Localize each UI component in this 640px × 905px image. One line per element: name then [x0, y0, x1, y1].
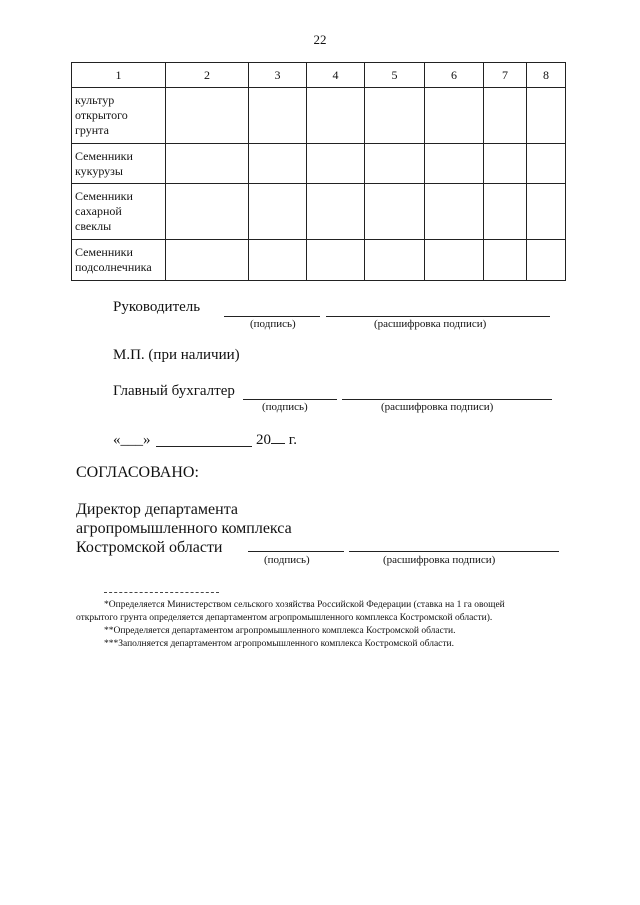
row-label-line: Семенники: [75, 245, 133, 259]
row-label-line: грунта: [75, 123, 109, 137]
date-month-line[interactable]: [156, 446, 252, 447]
rasshifrovka-caption: (расшифровка подписи): [381, 401, 494, 413]
row-label: [72, 240, 166, 281]
footnote-separator: [104, 592, 219, 593]
director-signature-line[interactable]: [248, 551, 344, 552]
podpis-caption: (подпись): [250, 318, 296, 330]
accountant-signature-line[interactable]: [243, 399, 337, 400]
row-label-line: сахарной: [75, 204, 122, 218]
page-number: 22: [313, 32, 327, 47]
row-label-line: Семенники: [75, 189, 133, 203]
table-cell: [365, 144, 425, 184]
approval-line: Директор департамента: [76, 501, 238, 518]
header-cell: 5: [365, 63, 425, 88]
header-cell: 1: [72, 63, 166, 88]
table-cell: [425, 184, 484, 240]
table-cell: [484, 184, 527, 240]
table-row: [72, 88, 566, 144]
table-cell: [527, 184, 566, 240]
table-cell: [307, 240, 365, 281]
header-cell: 6: [425, 63, 484, 88]
table-cell: [166, 184, 249, 240]
table-header-row: [72, 63, 566, 88]
date-quote-close: »: [143, 432, 151, 448]
head-signature-label: Руководитель: [113, 299, 201, 315]
table-cell: [425, 88, 484, 144]
row-label-line: кукурузы: [75, 163, 123, 178]
table-cell: [166, 144, 249, 184]
year-prefix: 20: [256, 432, 271, 448]
approval-title: СОГЛАСОВАНО:: [76, 464, 199, 481]
row-label-line: Семенники: [75, 148, 133, 163]
table-cell: [527, 240, 566, 281]
table-cell: [484, 144, 527, 184]
header-cell: 8: [527, 63, 566, 88]
table-cell: [365, 184, 425, 240]
header-cell: 3: [249, 63, 307, 88]
year-blank[interactable]: [271, 443, 285, 444]
table-cell: [425, 240, 484, 281]
approval-block: [76, 500, 292, 557]
table-cell: [249, 144, 307, 184]
podpis-caption: (подпись): [264, 554, 310, 566]
table-cell: [166, 88, 249, 144]
accountant-signature-label: Главный бухгалтер: [113, 383, 235, 399]
date-quote-open: «: [113, 432, 121, 448]
rasshifrovka-caption: (расшифровка подписи): [374, 318, 487, 330]
table-cell: [365, 240, 425, 281]
data-table: [71, 62, 566, 281]
date-day-blank[interactable]: ___: [120, 432, 143, 448]
table-cell: [365, 88, 425, 144]
date-year: [256, 432, 297, 449]
row-label-line: культур: [75, 93, 115, 107]
row-label: [72, 88, 166, 144]
footnote-3: ***Заполняется департаментом агропромышленного комплекса Костромской области.: [104, 639, 455, 649]
table-row: [72, 144, 566, 184]
head-name-line[interactable]: [326, 316, 550, 317]
row-label: [72, 144, 166, 184]
table-cell: [307, 144, 365, 184]
director-name-line[interactable]: [349, 551, 559, 552]
approval-line: агропромышленного комплекса: [76, 520, 292, 537]
row-label-line: подсолнечника: [75, 260, 152, 274]
table-cell: [249, 88, 307, 144]
table-cell: [249, 240, 307, 281]
table-row: [72, 240, 566, 281]
footnote-2: **Определяется департаментом агропромышленного комплекса Костромской области.: [104, 626, 456, 636]
date-line: [113, 432, 151, 449]
table-cell: [527, 88, 566, 144]
table-cell: [425, 144, 484, 184]
header-cell: 4: [307, 63, 365, 88]
head-signature-line[interactable]: [224, 316, 320, 317]
table-cell: [484, 240, 527, 281]
table-cell: [166, 240, 249, 281]
header-cell: 2: [166, 63, 249, 88]
footnote-1-cont: открытого грунта определяется департаментом агропромышленного комплекса Костромской области).: [76, 613, 493, 623]
podpis-caption: (подпись): [262, 401, 308, 413]
footnote-1: *Определяется Министерством сельского хозяйства Российской Федерации (ставка на 1 га овощей: [104, 600, 505, 610]
table-cell: [527, 144, 566, 184]
seal-label: М.П. (при наличии): [113, 347, 240, 363]
table-cell: [307, 88, 365, 144]
table-cell: [307, 184, 365, 240]
table-cell: [484, 88, 527, 144]
rasshifrovka-caption: (расшифровка подписи): [383, 554, 496, 566]
row-label-line: открытого: [75, 108, 128, 122]
approval-line: Костромской области: [76, 539, 223, 556]
row-label-line: свеклы: [75, 219, 112, 233]
year-suffix: г.: [288, 432, 297, 448]
row-label: [72, 184, 166, 240]
accountant-name-line[interactable]: [342, 399, 552, 400]
header-cell: 7: [484, 63, 527, 88]
table-cell: [249, 184, 307, 240]
table-row: [72, 184, 566, 240]
